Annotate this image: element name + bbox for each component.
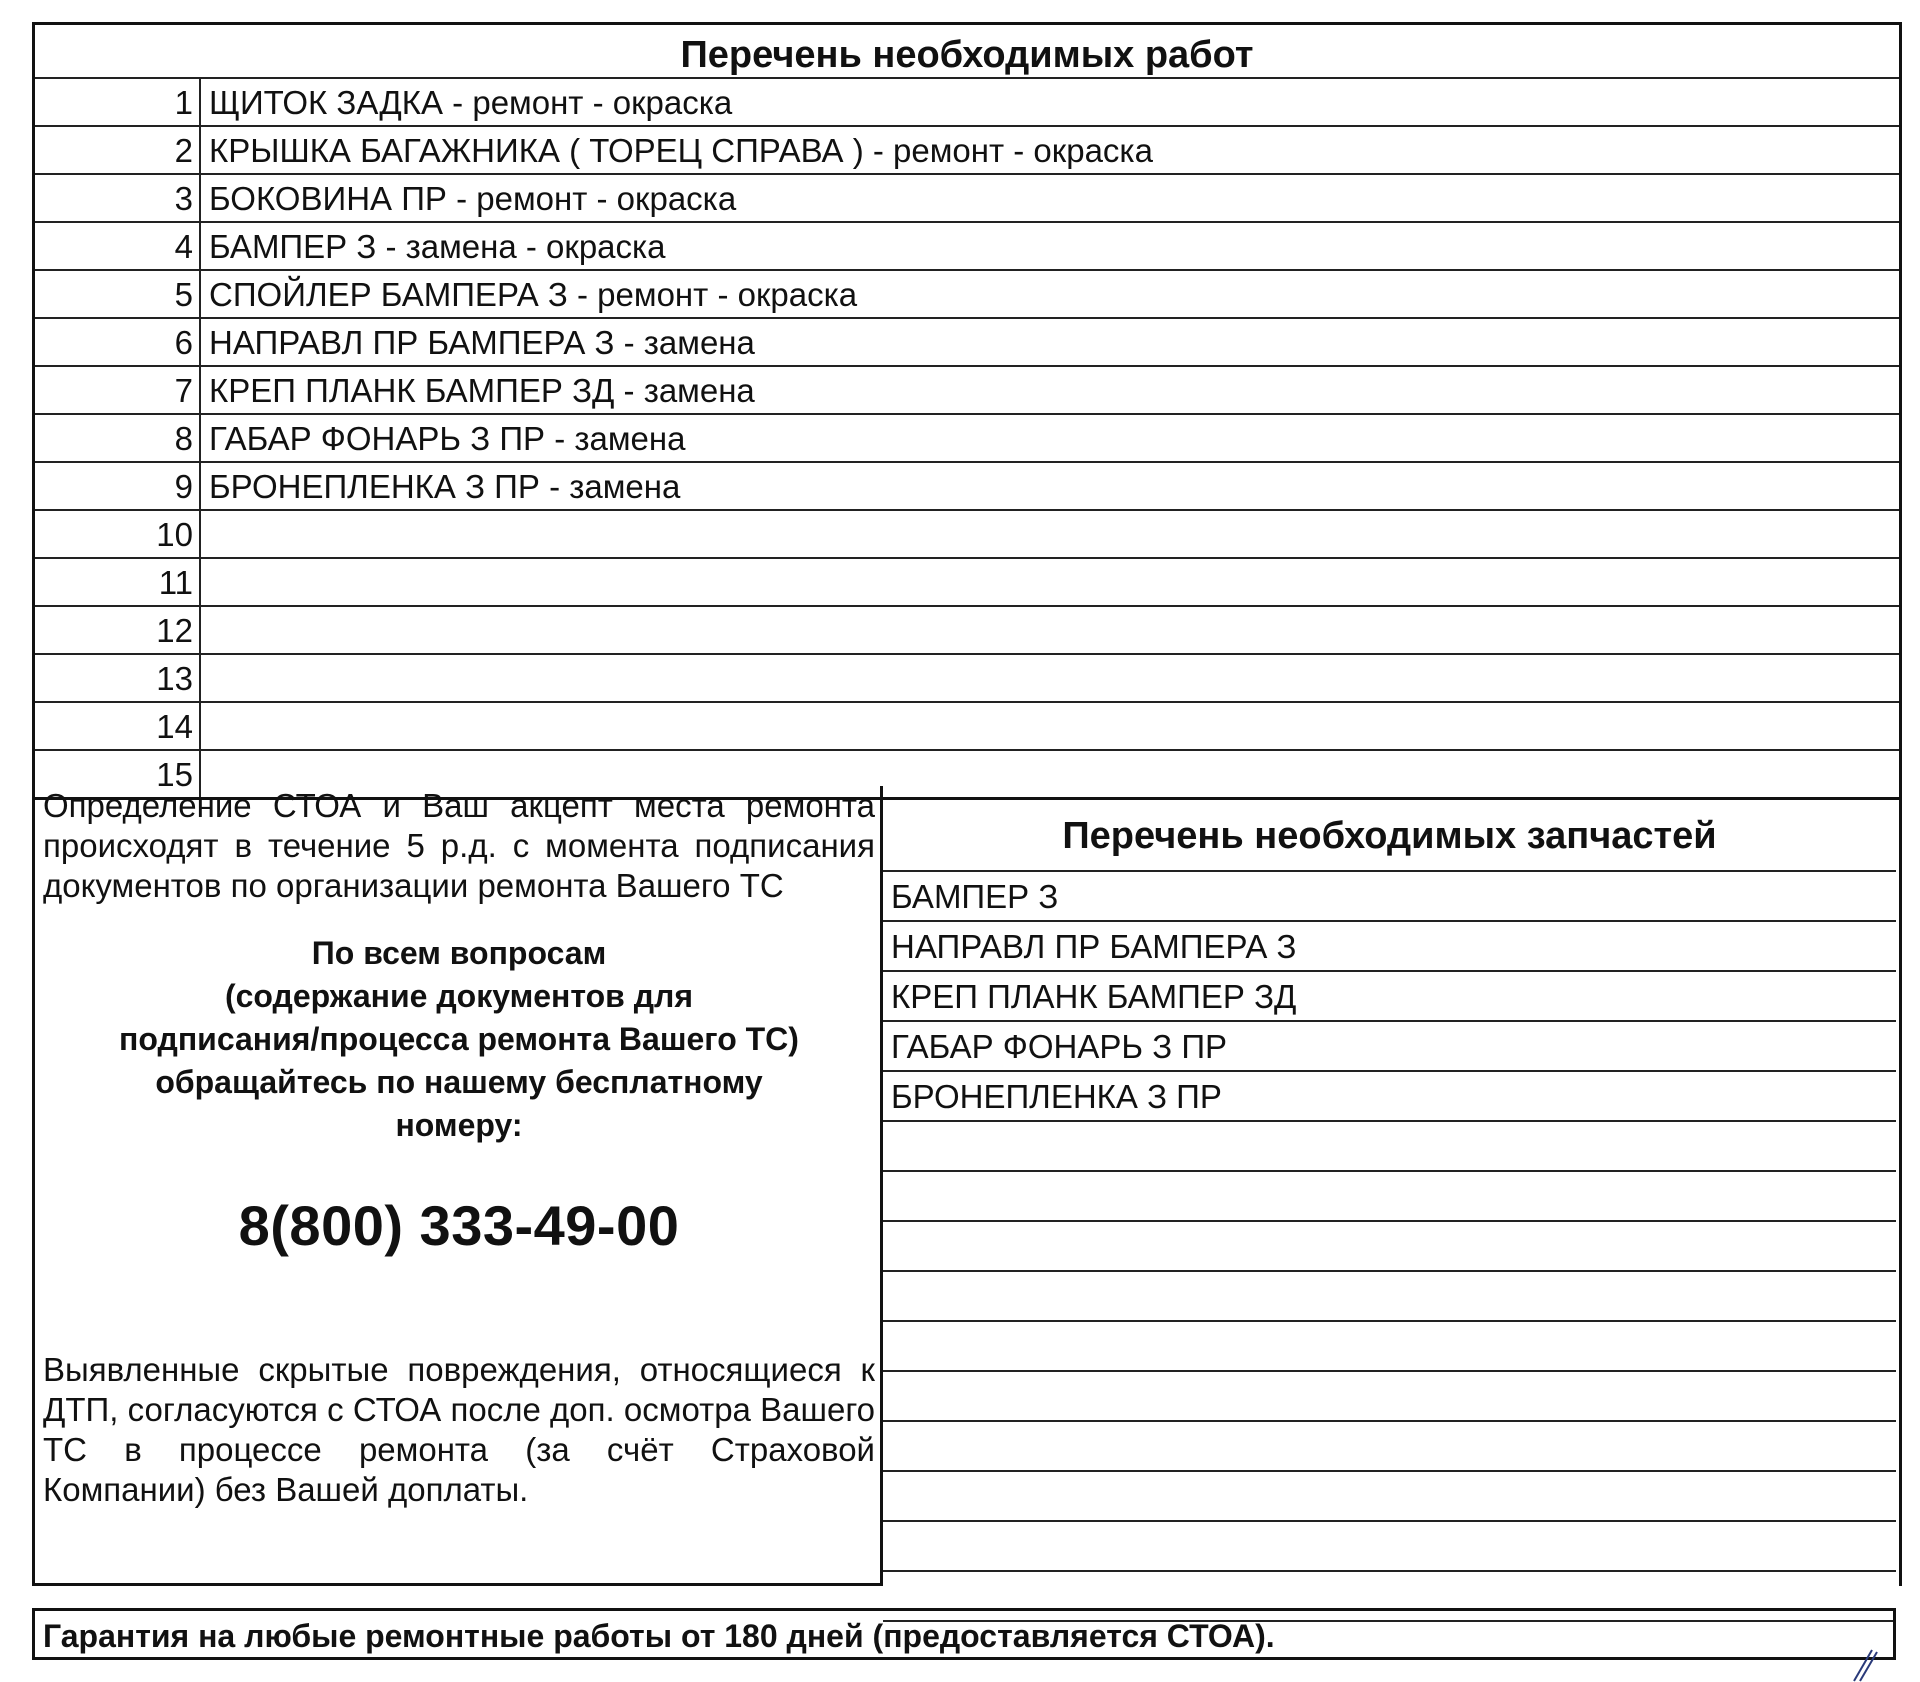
works-table [32,22,1902,800]
work-row [35,367,1899,415]
work-row-number: 2 [35,127,201,173]
work-row-description [201,655,1899,701]
part-row: БРОНЕПЛЕНКА З ПР [883,1072,1896,1122]
part-row [883,1522,1896,1572]
info-panel [35,786,883,1586]
work-row-description: КРЫШКА БАГАЖНИКА ( ТОРЕЦ СПРАВА ) - ремонт - окраска [209,132,1153,169]
work-row [35,319,1899,367]
divider [35,1583,883,1586]
work-row [35,415,1899,463]
work-row-number: 12 [35,607,201,653]
work-row-description: ГАБАР ФОНАРЬ З ПР - замена [209,420,686,457]
part-row [883,1222,1896,1272]
work-row [35,271,1899,319]
contact-notice [43,932,875,1147]
guarantee-note: Гарантия на любые ремонтные работы от 180 дней (предоставляется СТОА). [32,1608,1896,1660]
contact-line: номеру: [395,1107,523,1143]
work-row-description: БАМПЕР З - замена - окраска [209,228,666,265]
contact-line: (содержание документов для [224,978,694,1014]
repair-form [32,22,1898,1652]
work-row-number: 5 [35,271,201,317]
part-row [883,1422,1896,1472]
part-row [883,1272,1896,1322]
works-rows [35,79,1899,800]
work-row-number: 1 [35,79,201,125]
work-row [35,175,1899,223]
work-row-description: ЩИТОК ЗАДКА - ремонт - окраска [209,84,733,121]
work-row-number: 4 [35,223,201,269]
work-row-number: 11 [35,559,201,605]
work-row-number: 8 [35,415,201,461]
pen-mark-icon [1850,1648,1880,1682]
work-row-description [201,607,1899,653]
bottom-section [32,786,1902,1586]
part-row: НАПРАВЛ ПР БАМПЕРА З [883,922,1896,972]
work-row [35,559,1899,607]
works-table-title: Перечень необходимых работ [35,25,1899,79]
part-row [883,1172,1896,1222]
work-row [35,463,1899,511]
work-row [35,703,1899,751]
work-row-number: 10 [35,511,201,557]
work-row-number: 6 [35,319,201,365]
work-row-number: 14 [35,703,201,749]
work-row [35,655,1899,703]
work-row-number: 9 [35,463,201,509]
work-row [35,607,1899,655]
work-row-description [201,559,1899,605]
parts-rows [883,872,1896,1622]
part-row [883,1322,1896,1372]
work-row-description: СПОЙЛЕР БАМПЕРА З - ремонт - окраска [209,276,858,313]
work-row-description: НАПРАВЛ ПР БАМПЕРА З - замена [209,324,755,361]
parts-table [883,786,1896,1586]
work-row [35,79,1899,127]
work-row-number: 7 [35,367,201,413]
work-row-description [201,511,1899,557]
work-row-number: 13 [35,655,201,701]
part-row: ГАБАР ФОНАРЬ З ПР [883,1022,1896,1072]
hotline-phone: 8(800) 333-49-00 [238,1194,680,1257]
station-notice: Определение СТОА и Ваш акцепт места ремонта происходят в течение 5 р.д. с момента подписания документов по организации ремонта Вашего ТС [43,787,875,904]
work-row-description: БОКОВИНА ПР - ремонт - окраска [209,180,737,217]
work-row-number: 15 [35,751,201,797]
work-row-description [201,703,1899,749]
work-row-description: БРОНЕПЛЕНКА З ПР - замена [209,468,681,505]
contact-line: По всем вопросам [311,935,607,971]
work-row-number: 3 [35,175,201,221]
work-row-description: КРЕП ПЛАНК БАМПЕР ЗД - замена [209,372,755,409]
contact-line: подписания/процесса ремонта Вашего ТС) [119,1021,799,1057]
work-row [35,223,1899,271]
work-row [35,127,1899,175]
parts-table-title: Перечень необходимых запчастей [883,786,1896,872]
part-row: КРЕП ПЛАНК БАМПЕР ЗД [883,972,1896,1022]
hidden-damage-notice: Выявленные скрытые повреждения, относящиеся к ДТП, согласуются с СТОА после доп. осмотра Вашего ТС в процессе ремонта (за счёт Страховой Компании) без Вашей доплаты. [43,1351,875,1508]
work-row [35,511,1899,559]
part-row [883,1122,1896,1172]
part-row [883,1472,1896,1522]
part-row: БАМПЕР З [883,872,1896,922]
contact-line: обращайтесь по нашему бесплатному [155,1064,763,1100]
part-row [883,1372,1896,1422]
